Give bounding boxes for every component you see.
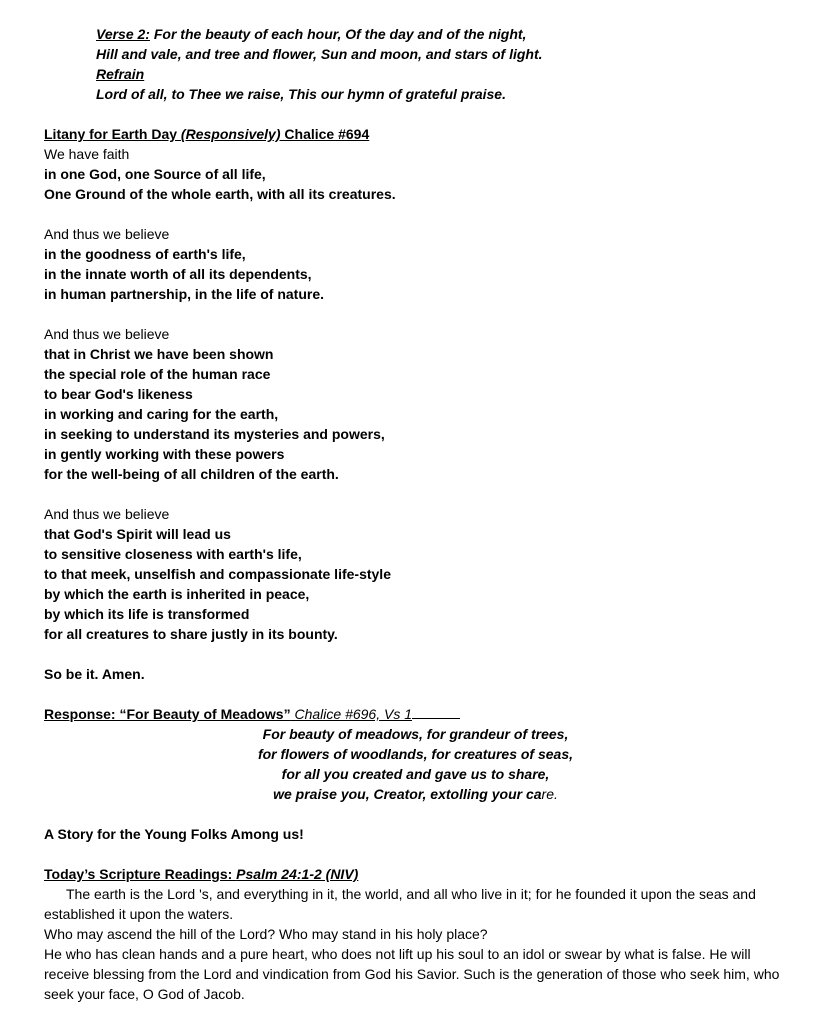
response-last-plain: re. — [541, 786, 558, 802]
response-heading — [44, 704, 460, 724]
litany-response-line: in working and caring for the earth, — [44, 406, 279, 422]
litany-response-line: by which its life is transformed — [44, 606, 250, 622]
scripture-ref: Psalm 24:1-2 (NIV) — [236, 866, 359, 882]
litany-leader-line: And thus we believe — [44, 506, 170, 522]
verse2-line1-text: For the beauty of each hour, Of the day and of the night, — [149, 26, 527, 42]
scripture-paragraph: The earth is the Lord 's, and everything in it, the world, and all who live in it; for he founded it upon the seas and established it upon the waters. — [44, 886, 756, 922]
underline-rule — [412, 706, 460, 719]
response-ref: Chalice #696, Vs 1 — [290, 706, 412, 722]
response-last-line — [0, 784, 831, 804]
litany-title-a: Litany for Earth Day — [44, 126, 181, 142]
litany-response-line: the special role of the human race — [44, 366, 271, 382]
response-line: for all you created and gave us to share, — [281, 766, 550, 782]
litany-response-line: that in Christ we have been shown — [44, 346, 274, 362]
litany-response-line: to that meek, unselfish and compassionate life-style — [44, 566, 391, 582]
litany-response-line: for all creatures to share justly in its bounty. — [44, 626, 338, 642]
litany-response-line: to bear God's likeness — [44, 386, 193, 402]
response-line: for flowers of woodlands, for creatures of seas, — [257, 746, 574, 762]
litany-title-c: Chalice #694 — [280, 126, 370, 142]
litany-response-line: in one God, one Source of all life, — [44, 166, 266, 182]
litany-title-b: (Responsively) — [180, 126, 281, 142]
litany-response-line: in gently working with these powers — [44, 446, 285, 462]
response-line: For beauty of meadows, for grandeur of trees, — [262, 726, 569, 742]
scripture-label: Today’s Scripture Readings: — [44, 866, 237, 882]
litany-response-line: by which the earth is inherited in peace, — [44, 586, 310, 602]
scripture-line: Who may ascend the hill of the Lord? Who may stand in his holy place? — [44, 926, 488, 942]
litany-response-line: in the innate worth of all its dependents, — [44, 266, 312, 282]
response-last-bold: we praise you, Creator, extolling your ca — [273, 786, 542, 802]
verse2-label: Verse 2: — [96, 26, 150, 42]
litany-title — [44, 124, 369, 144]
litany-leader-line: And thus we believe — [44, 226, 170, 242]
scripture-heading — [44, 864, 358, 884]
litany-amen: So be it. Amen. — [44, 666, 145, 682]
refrain-label: Refrain — [96, 66, 145, 82]
litany-response-line: in seeking to understand its mysteries and powers, — [44, 426, 385, 442]
story-heading: A Story for the Young Folks Among us! — [44, 826, 304, 842]
litany-leader-line: And thus we believe — [44, 326, 170, 342]
litany-response-line: for the well-being of all children of the earth. — [44, 466, 339, 482]
response-label: Response: “For Beauty of Meadows” — [44, 706, 291, 722]
scripture-paragraph: He who has clean hands and a pure heart, who does not lift up his soul to an idol or swear by what is false. He will receive blessing from the Lord and vindication from God his Savior. Such is the generation of those who seek him, who seek your face, O God of Jacob. — [44, 946, 780, 1002]
litany-response-line: One Ground of the whole earth, with all its creatures. — [44, 186, 396, 202]
litany-response-line: in the goodness of earth's life, — [44, 246, 246, 262]
verse2-line2: Hill and vale, and tree and flower, Sun and moon, and stars of light. — [96, 46, 543, 62]
litany-response-line: in human partnership, in the life of nature. — [44, 286, 325, 302]
verse2-line1 — [96, 24, 526, 44]
litany-response-line: to sensitive closeness with earth's life, — [44, 546, 302, 562]
litany-response-line: that God's Spirit will lead us — [44, 526, 231, 542]
refrain-line: Lord of all, to Thee we raise, This our hymn of grateful praise. — [96, 86, 506, 102]
litany-leader-line: We have faith — [44, 146, 130, 162]
